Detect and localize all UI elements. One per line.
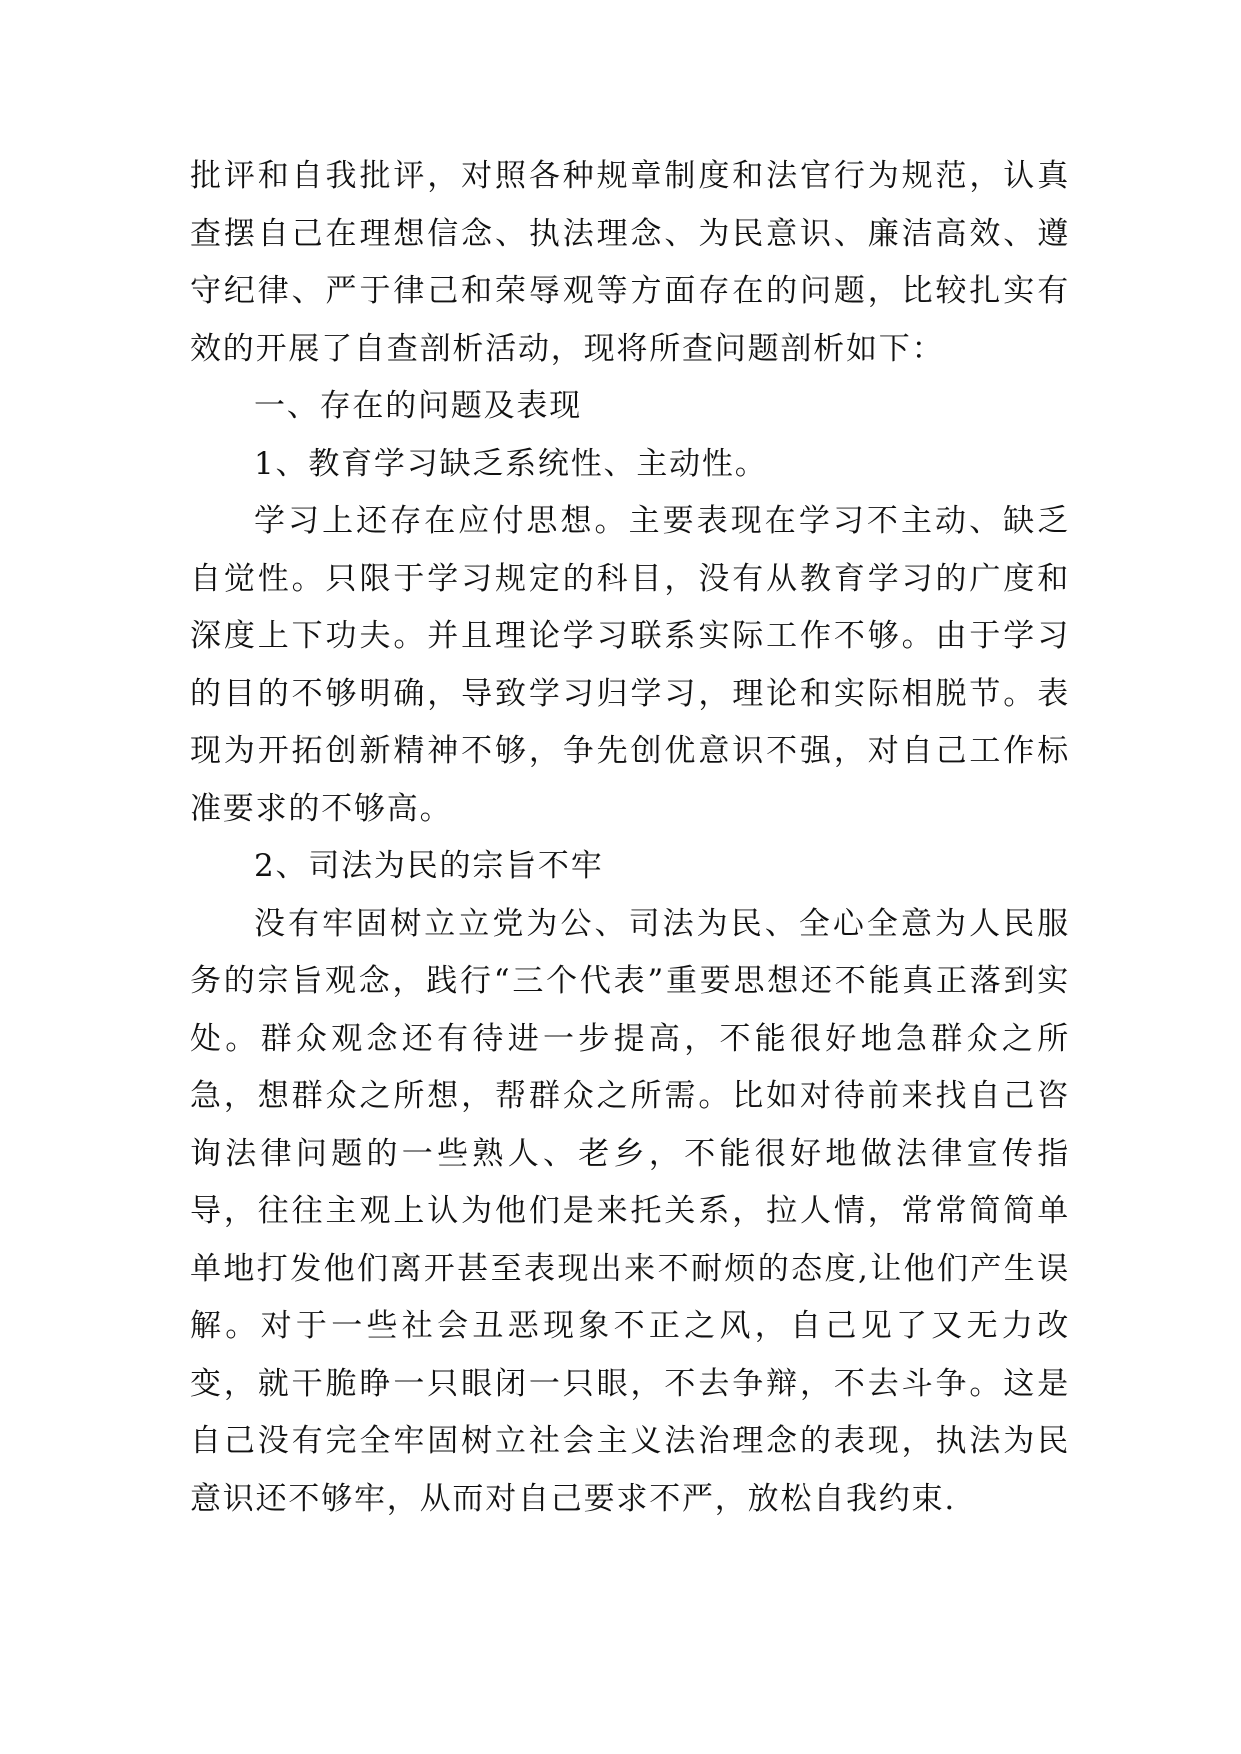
paragraph-item-1-body: 学习上还存在应付思想。主要表现在学习不主动、缺乏自觉性。只限于学习规定的科目，没有从教育学习的广度和深度上下功夫。并且理论学习联系实际工作不够。由于学习的目的不够明确，导致学习归学习，理论和实际相脱节。表现为开拓创新精神不够，争先创优意识不强，对自己工作标准要求的不够高。	[190, 503, 1070, 827]
subheading-item-1: 1、教育学习缺乏系统性、主动性。	[254, 445, 768, 482]
paragraph-continuation: 批评和自我批评，对照各种规章制度和法官行为规范，认真查摆自己在理想信念、执法理念、为民意识、廉洁高效、遵守纪律、严于律己和荣辱观等方面存在的问题，比较扎实有效的开展了自查剖析活动，现将所查问题剖析如下：	[190, 158, 1070, 367]
section-heading-problems: 一、存在的问题及表现	[254, 388, 582, 424]
document-body	[190, 148, 1070, 1528]
paragraph-item-2-body: 没有牢固树立立党为公、司法为民、全心全意为人民服务的宗旨观念，践行“三个代表”重要思想还不能真正落到实处。群众观念还有待进一步提高，不能很好地急群众之所急，想群众之所想，帮群众之所需。比如对待前来找自己咨询法律问题的一些熟人、老乡，不能很好地做法律宣传指导，往往主观上认为他们是来托关系，拉人情，常常简简单单地打发他们离开甚至表现出来不耐烦的态度,让他们产生误解。对于一些社会丑恶现象不正之风，自己见了又无力改变，就干脆睁一只眼闭一只眼，不去争辩，不去斗争。这是自己没有完全牢固树立社会主义法治理念的表现，执法为民意识还不够牢，从而对自己要求不严，放松自我约束.	[190, 905, 1070, 1517]
subheading-item-2: 2、司法为民的宗旨不牢	[254, 848, 604, 884]
